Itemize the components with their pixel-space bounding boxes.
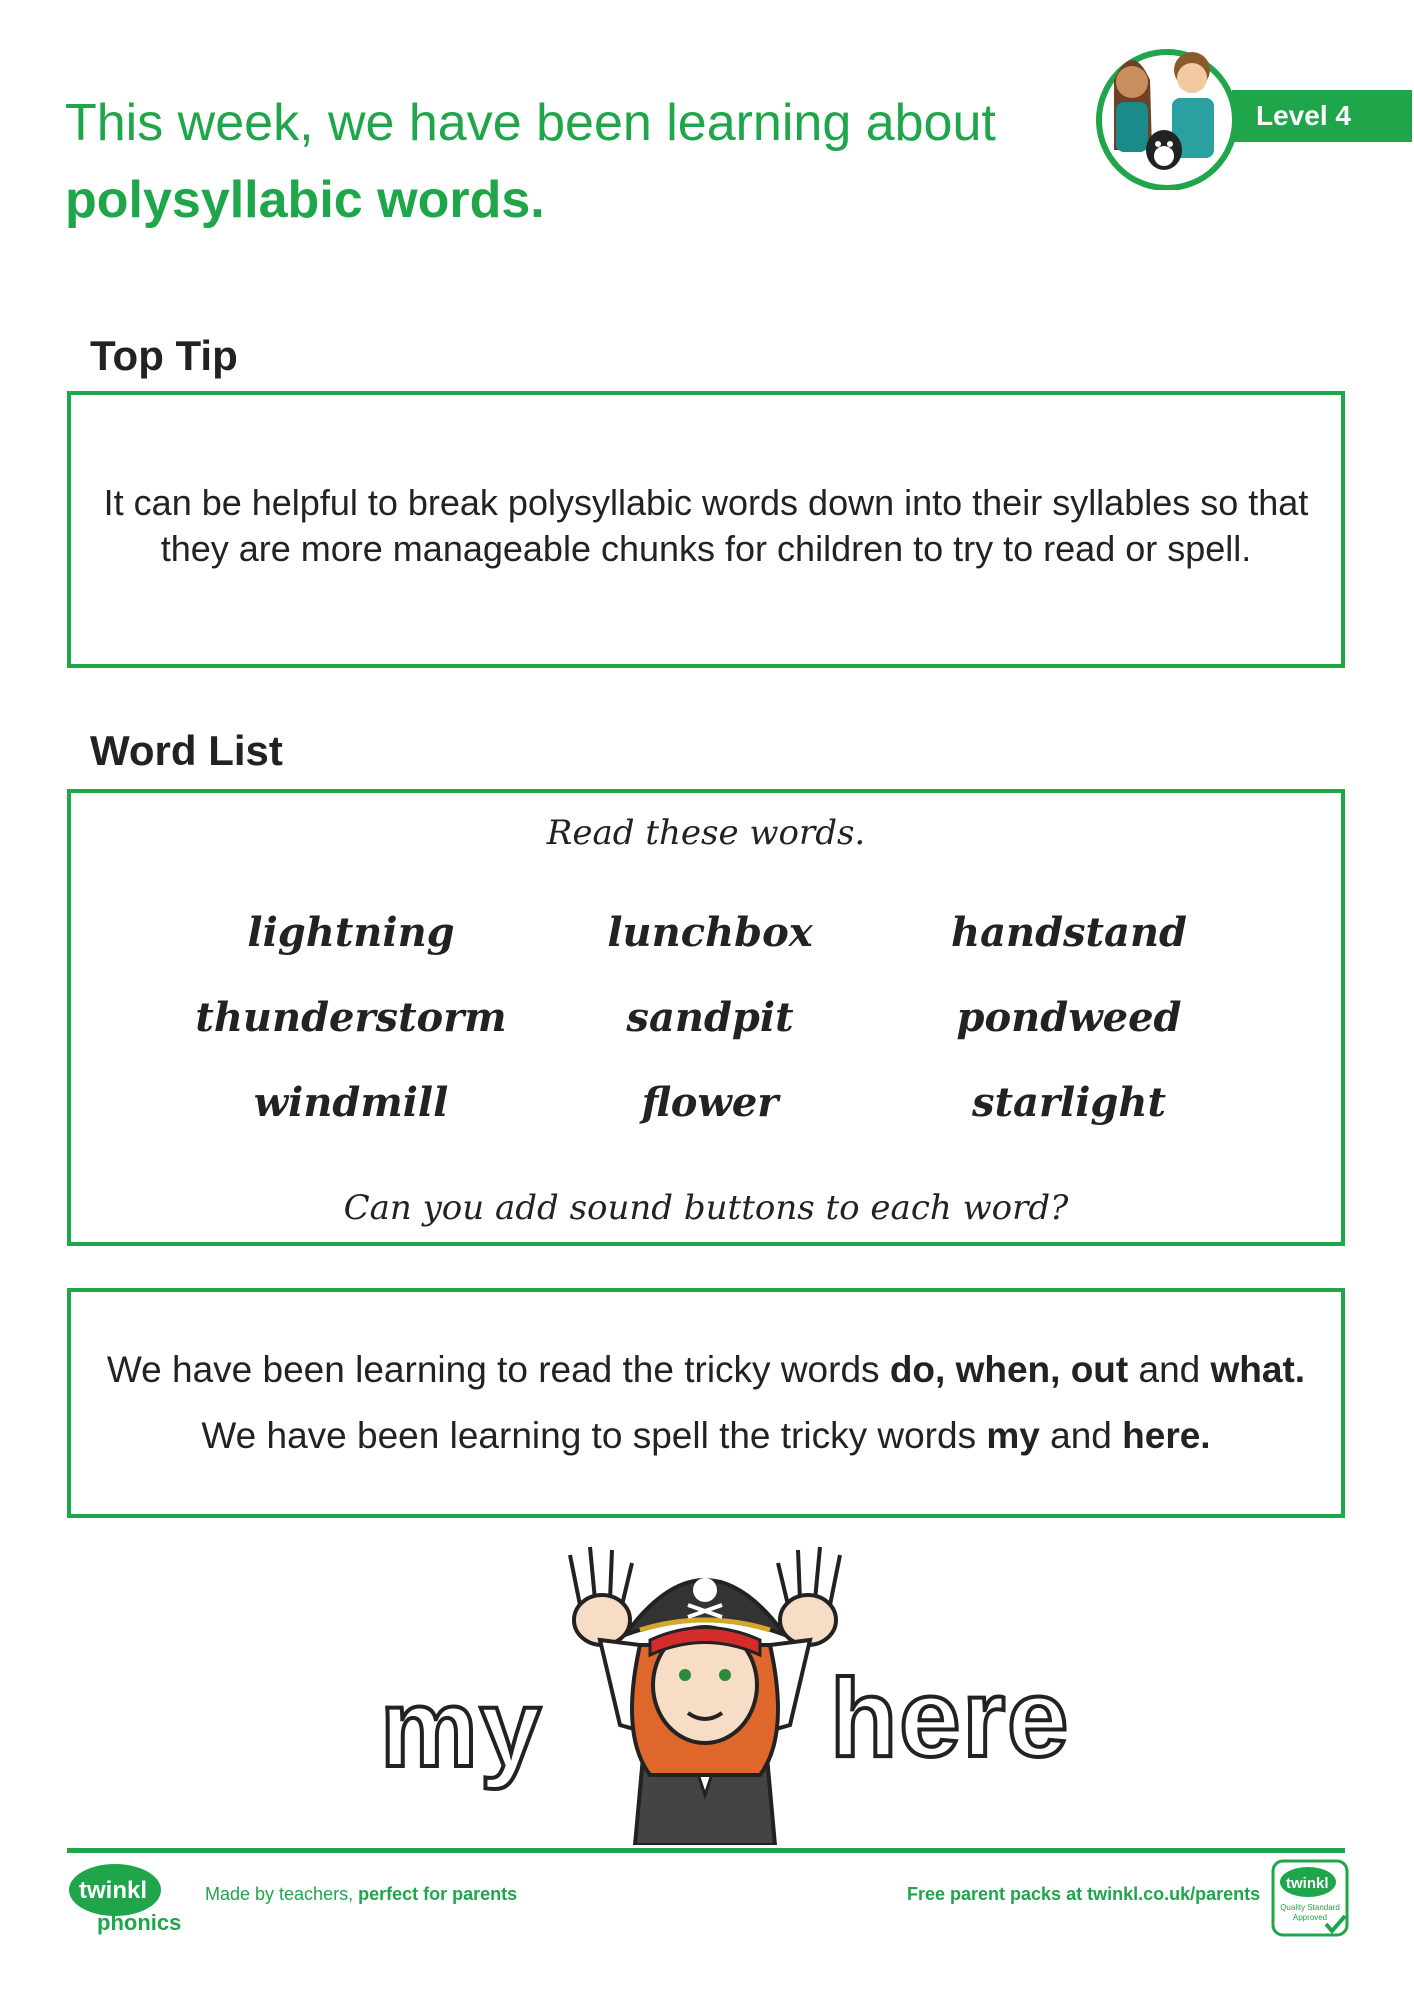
quality-standard-badge [1270, 1858, 1350, 1938]
badge-brand-text: twinkl [1286, 1875, 1329, 1892]
tricky-words-spell-line [71, 1415, 1341, 1457]
word-grid [71, 903, 1341, 1173]
word-item: handstand [950, 909, 1187, 956]
word-item: thunderstorm [195, 994, 507, 1041]
top-tip-text: It can be helpful to break polysyllabic words down into their syllables so that they are more manageable chunks for children to try to read or spell. [103, 482, 1309, 569]
outline-word-my: my [380, 1667, 543, 1790]
word-item: sandpit [626, 994, 794, 1041]
badge-text-line-2: Approved [1292, 1913, 1328, 1922]
top-tip-heading: Top Tip [90, 332, 238, 379]
tricky-read-words: do, when, out [889, 1349, 1129, 1390]
top-tip-box [67, 391, 1345, 668]
tricky-spell-prefix: We have been learning to spell the tricky words [201, 1415, 977, 1456]
tricky-read-and: and [1138, 1349, 1201, 1390]
word-item: windmill [253, 1079, 449, 1126]
page-heading-topic: polysyllabic words. [65, 171, 545, 229]
logo-text-twinkl: twinkl [79, 1877, 148, 1904]
pirate-girl-illustration [560, 1535, 850, 1845]
footer-tagline [205, 1884, 517, 1905]
tricky-read-last-word: what. [1210, 1349, 1306, 1390]
children-and-dog-illustration [1092, 40, 1242, 190]
word-list-instruction: Read these words. [546, 813, 866, 853]
logo-text-phonics: phonics [97, 1910, 182, 1935]
word-list-heading: Word List [90, 727, 283, 774]
tricky-spell-last-word: here. [1122, 1415, 1211, 1456]
tricky-read-prefix: We have been learning to read the tricky words [106, 1349, 880, 1390]
word-item: flower [641, 1079, 779, 1126]
word-item: starlight [972, 1079, 1166, 1126]
tricky-words-read-line [71, 1349, 1341, 1391]
tricky-spell-words: my [986, 1415, 1040, 1456]
footer-divider [67, 1848, 1345, 1853]
word-item: pondweed [956, 994, 1182, 1041]
footer-tagline-bold: perfect for parents [358, 1884, 518, 1904]
page-heading-line-1: This week, we have been learning about [65, 94, 996, 152]
level-badge: Level 4 [1232, 90, 1412, 142]
word-item: lunchbox [607, 909, 813, 956]
footer-parent-packs-link[interactable]: Free parent packs at twinkl.co.uk/parents [907, 1884, 1261, 1904]
tricky-spell-and: and [1050, 1415, 1112, 1456]
word-list-question: Can you add sound buttons to each word? [343, 1188, 1069, 1228]
footer-tagline-prefix: Made by teachers, [205, 1884, 354, 1904]
word-list-box [67, 789, 1345, 1246]
word-item: lightning [247, 909, 455, 956]
tricky-words-box [67, 1288, 1345, 1518]
twinkl-phonics-logo [67, 1860, 187, 1940]
outline-word-here: here [830, 1657, 1071, 1780]
badge-text-line-1: Quality Standard [1280, 1903, 1340, 1912]
